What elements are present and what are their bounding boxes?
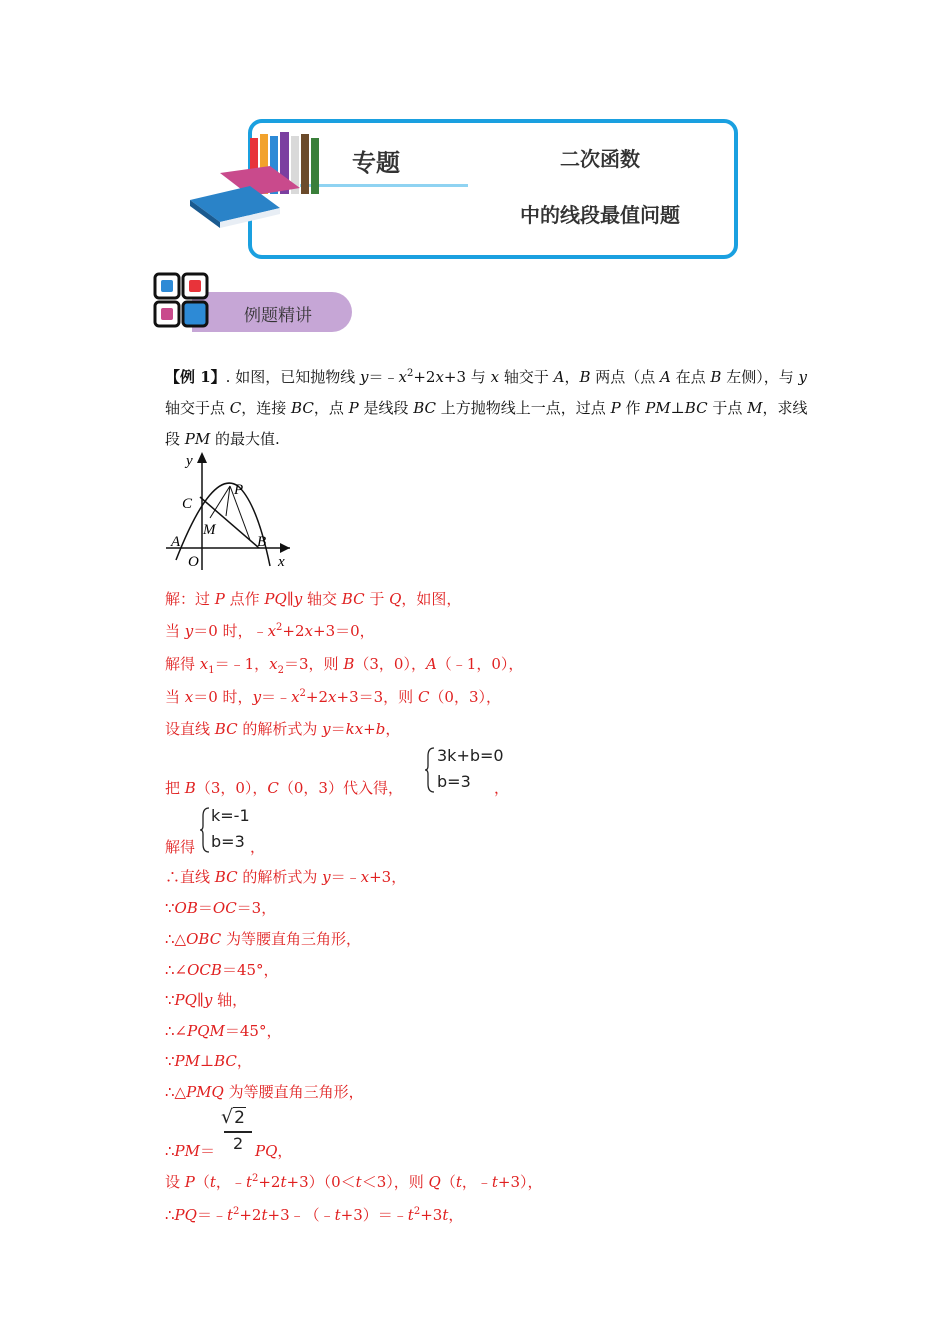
system2-eq2: b=3 [211, 832, 245, 851]
pm-fraction-denominator: 2 [233, 1134, 244, 1153]
topic-label: 专题 [352, 149, 400, 177]
solution-line: 把 B（3，0），C（0，3）代入得， [165, 779, 403, 797]
solution-line: ∴△OBC 为等腰直角三角形， [165, 930, 361, 948]
solution-line: 解得 $x_1=﹣1$，$x_2=3$，则 B（3，0），A（﹣1，0）， [165, 655, 524, 676]
system1-eq2: b=3 [437, 772, 471, 791]
solution-line: ∵PQ∥y 轴， [165, 991, 248, 1009]
solution-line: $\therefore PQ=﹣t^2+2t+3﹣(﹣t+3)=﹣t^2+3t$， [165, 1206, 464, 1224]
solution-line: 解得 [165, 838, 196, 856]
books-icon [180, 128, 340, 228]
fig-label-A: A [171, 534, 181, 550]
solution-line: ∴△PMQ 为等腰直角三角形， [165, 1083, 364, 1101]
solution-line: ∵OB＝OC＝3， [165, 899, 277, 917]
solution-line: 解：过 P 点作 PQ∥y 轴交 BC 于 Q，如图， [165, 590, 462, 608]
solution-line: ∴∠OCB＝45°， [165, 961, 279, 979]
solution-line: ∴∠PQM＝45°， [165, 1022, 282, 1040]
problem-statement [165, 358, 815, 455]
system2-trail: ， [250, 838, 266, 856]
fig-label-O: O [188, 554, 199, 570]
solution-line: 当 x＝0 时，$y=﹣x^2+2x+3=3$，则 C（0，3）， [165, 688, 502, 706]
system1-trail: ， [494, 779, 510, 797]
pm-fraction-suffix: PQ， [255, 1142, 293, 1160]
solution-line: 设直线 BC 的解析式为 y＝kx+b， [165, 720, 401, 738]
fig-label-x: x [278, 554, 285, 570]
grid-squares-icon [153, 272, 213, 332]
solution-line: 当 y＝0 时，$﹣x^2+2x+3=0$， [165, 622, 375, 640]
solution-line: 设 P（t，$﹣t^2+2t+3)(0<t<3)$，则 Q（t，﹣t+3）， [165, 1173, 543, 1191]
problem-tag: 【例 1】 [165, 368, 226, 386]
left-brace-icon [199, 806, 211, 854]
parabola-figure [162, 448, 297, 573]
title-line-1: 二次函数 [560, 147, 640, 171]
system2-eq1: k=-1 [211, 806, 250, 825]
solution-line: ∴PM＝ [165, 1142, 216, 1160]
pm-fraction-numerator: √2 [221, 1106, 245, 1128]
problem-text: . 如图，已知抛物线 $y=﹣x^2+2x+3$ 与 x 轴交于 A，B 两点（点 A 在点 B 左侧），与 y 轴交于点 C，连接 BC，点 P 是线段 BC 上方抛物线上一点，过点 P 作 PM⊥BC 于点 M，求线段 PM 的最大值. [165, 368, 808, 448]
solution-line: ∴直线 BC 的解析式为 y＝﹣x+3， [165, 868, 407, 886]
fig-label-M: M [203, 522, 216, 538]
system1-eq1: 3k+b=0 [437, 746, 504, 765]
fraction-bar [224, 1131, 252, 1133]
left-brace-icon [424, 746, 436, 794]
title-line-2: 中的线段最值问题 [520, 203, 680, 227]
fig-label-P: P [234, 482, 244, 498]
fig-label-B: B [257, 534, 267, 550]
fig-label-y: y [186, 453, 193, 469]
section-label: 例题精讲 [244, 306, 312, 326]
solution-line: ∵PM⊥BC， [165, 1052, 252, 1070]
fig-label-C: C [182, 496, 193, 512]
